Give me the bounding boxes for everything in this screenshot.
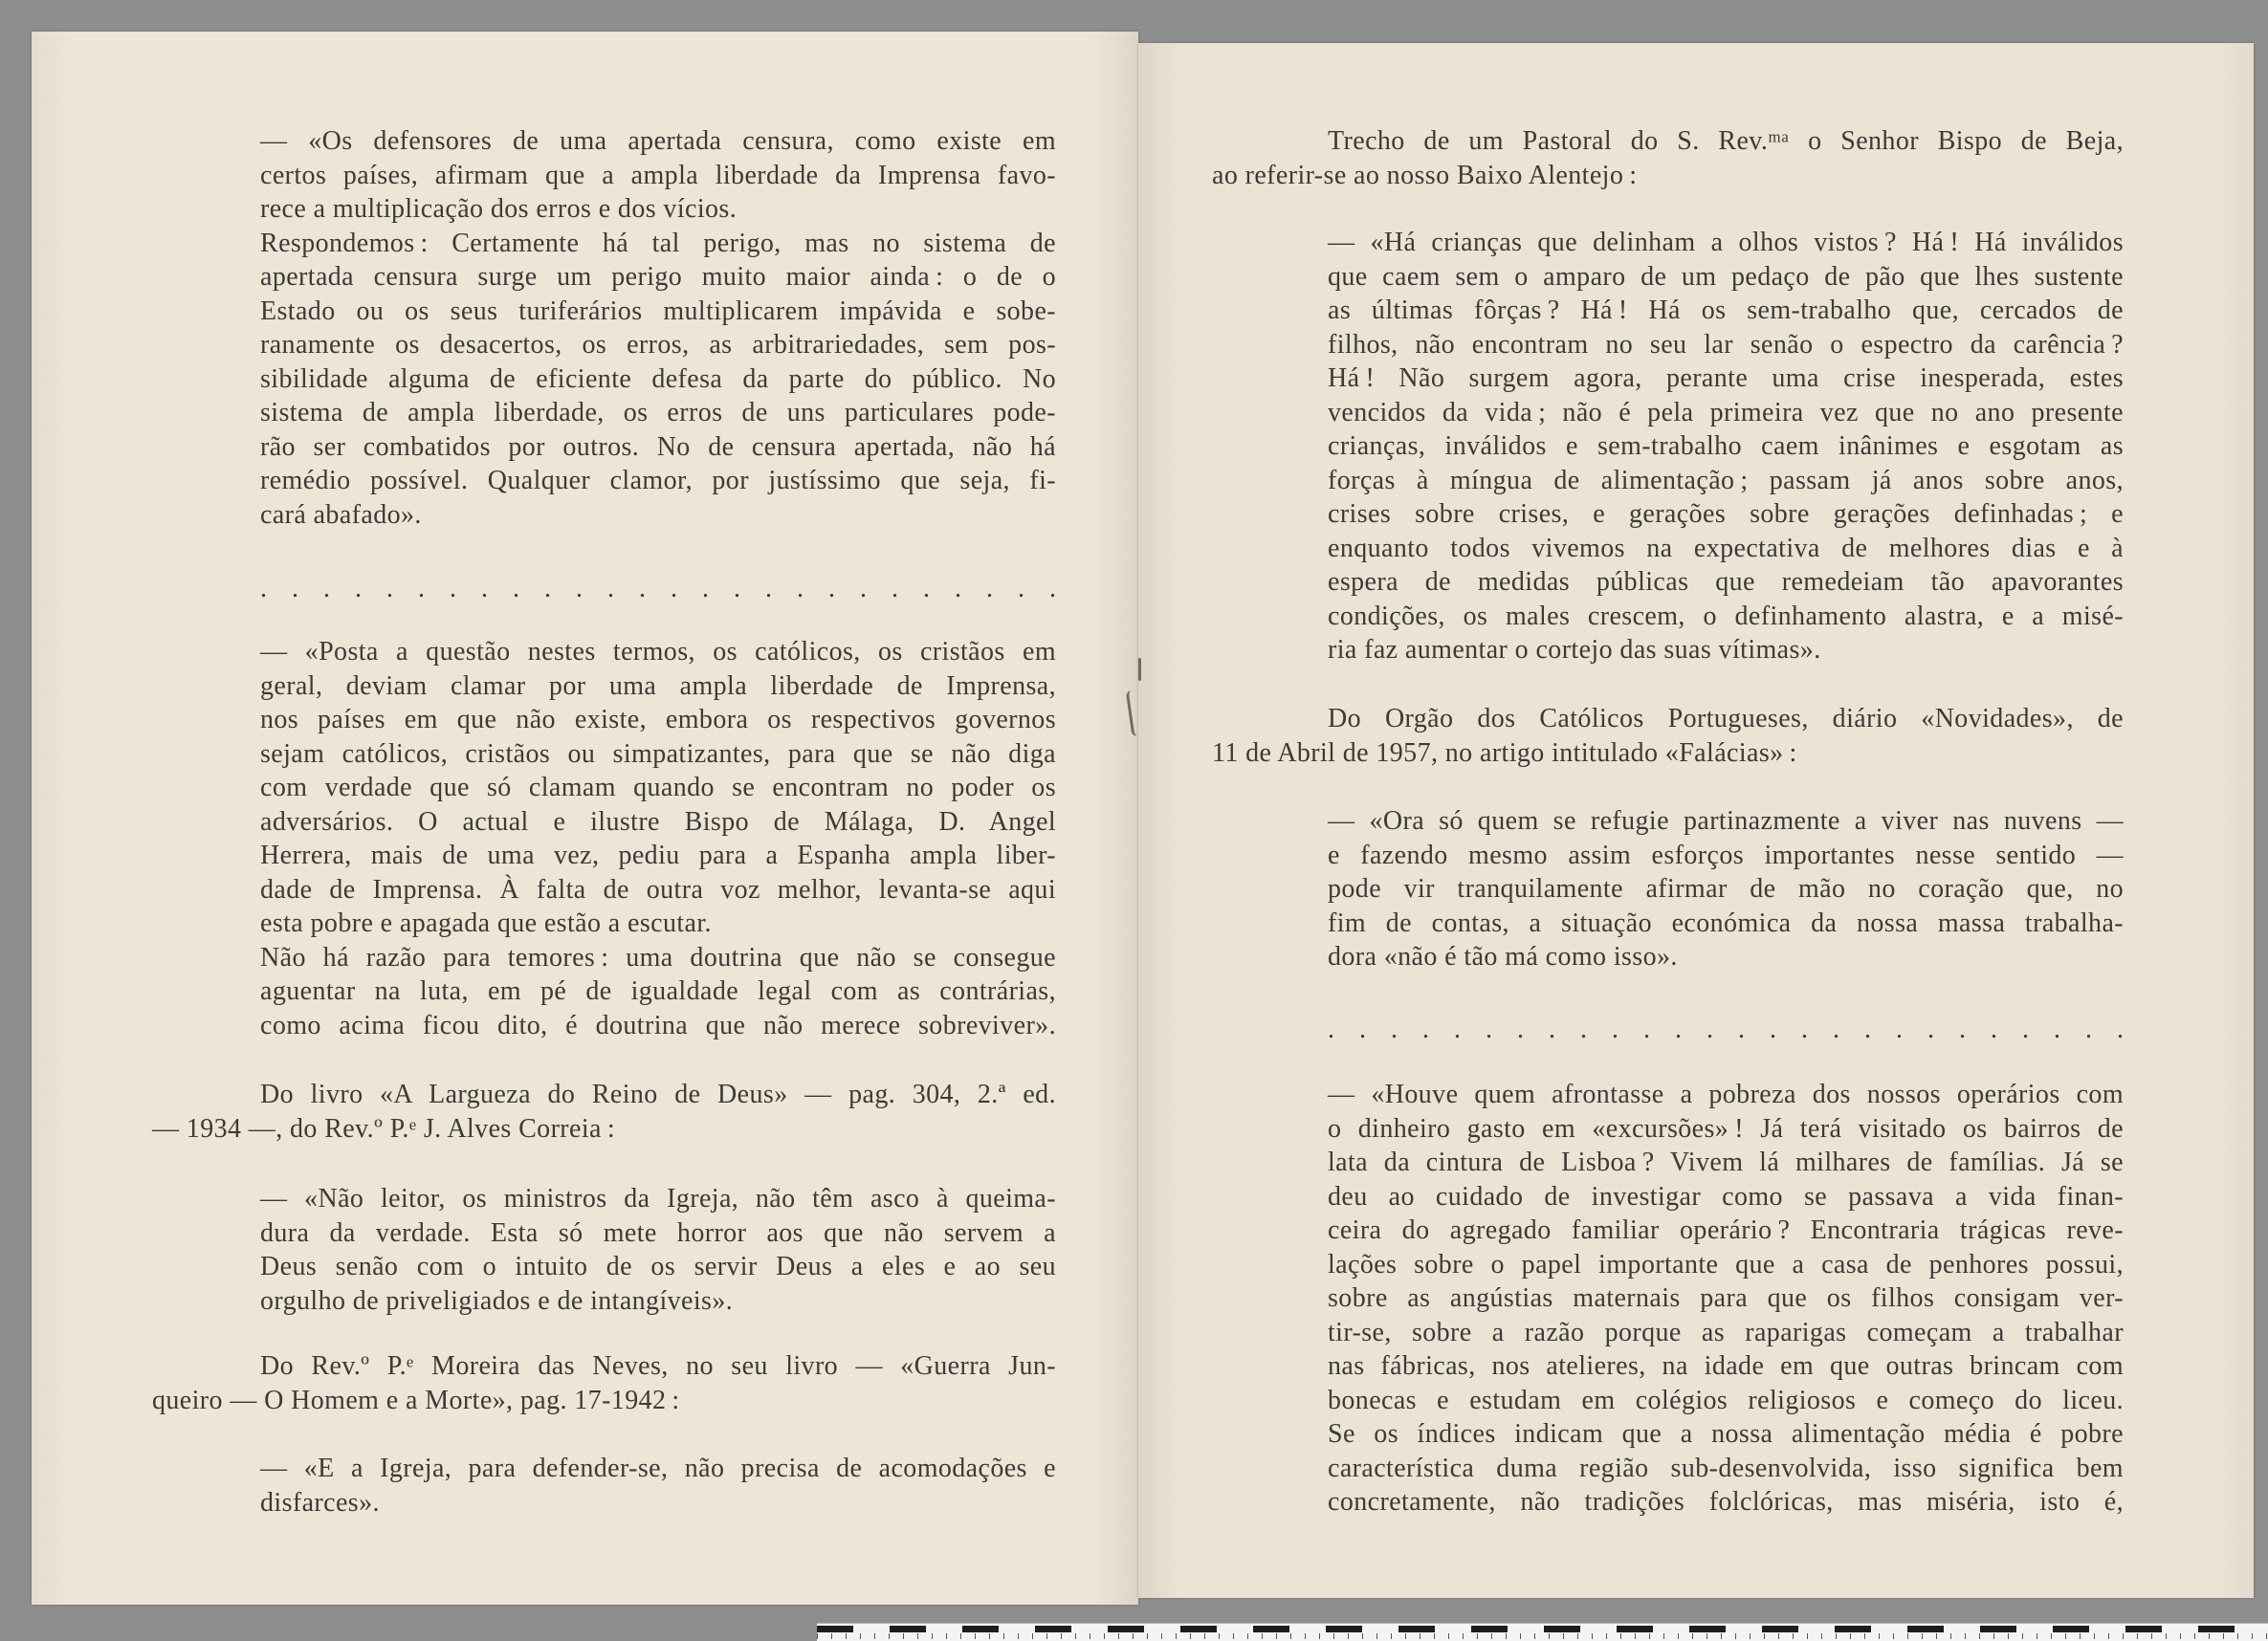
text-line: apertada censura surge um perigo muito maior ainda : o de o: [260, 262, 1056, 292]
text-line: ao referir-se ao nosso Baixo Alentejo :: [1212, 160, 1638, 190]
text-line: deu ao cuidado de investigar como se passava a vida finan-: [1328, 1181, 2124, 1212]
text-line: — «Não leitor, os ministros da Igreja, não têm asco à queima-: [260, 1184, 1056, 1214]
right-page: [1138, 43, 2254, 1598]
text-line: concretamente, não tradições folclóricas, mas miséria, isto é,: [1328, 1487, 2124, 1517]
text-line: queiro — O Homem e a Morte», pag. 17-1942 :: [152, 1385, 680, 1415]
text-line: fim de contas, a situação económica da nossa massa trabalha-: [1328, 908, 2124, 938]
text-line: que caem sem o amparo de um pedaço de pão que lhes sustente: [1328, 261, 2124, 292]
text-line: sistema de ampla liberdade, os erros de uns particulares pode-: [260, 398, 1056, 427]
text-line: lata da cintura de Lisboa ? Vivem lá milhares de famílias. Já se: [1328, 1148, 2124, 1177]
text-line: Herrera, mais de uma vez, pediu para a Espanha ampla liber-: [260, 841, 1056, 870]
text-line: — «Ora só quem se refugie partinazmente a viver nas nuvens —: [1328, 806, 2124, 836]
text-line: certos países, afirmam que a ampla liberdade da Imprensa favo-: [260, 160, 1056, 190]
quote-press-freedom: [260, 635, 1056, 1042]
dotted-line: . . . . . . . . . . . . . . . . . . . . . . . . . .: [260, 574, 1056, 603]
text-line: espera de medidas públicas que remedeiam tão apavorantes: [1328, 567, 2124, 597]
text-line: as últimas fôrças ? Há ! Há os sem-trabalho que, cercados de: [1328, 295, 2124, 325]
dotted-line: . . . . . . . . . . . . . . . . . . . . . . . . . .: [1328, 1015, 2124, 1044]
text-line: 11 de Abril de 1957, no artigo intitulado «Falácias» :: [1212, 737, 1797, 768]
text-line: dora «não é tão má como isso».: [1328, 942, 1678, 972]
text-line: crises sobre crises, e gerações sobre gerações definhadas ; e: [1328, 499, 2124, 529]
text-line: enquanto todos vivemos na expectativa de melhores dias e à: [1328, 533, 2124, 563]
text-line: o dinheiro gasto em «excursões» ! Já terá visitado os bairros de: [1328, 1113, 2124, 1144]
text-line: bonecas e estudam em colégios religiosos e começo do liceu.: [1328, 1385, 2124, 1415]
text-line: Respondemos : Certamente há tal perigo, mas no sistema de: [260, 228, 1056, 258]
text-line: ria faz aumentar o cortejo das suas vítimas».: [1328, 635, 1821, 665]
ellipsis-separator: [1328, 1013, 2124, 1047]
text-line: — «Há crianças que delinham a olhos vistos ? Há ! Há inválidos: [1328, 228, 2124, 257]
scan-scale-ruler: [817, 1623, 2268, 1641]
citation-alves-correia: [152, 1078, 1056, 1146]
citation-novidades: [1212, 702, 2124, 770]
text-line: dade de Imprensa. À falta de outra voz melhor, levanta-se aqui: [260, 874, 1056, 905]
text-line: — «Os defensores de uma apertada censura, como existe em: [260, 126, 1056, 156]
text-line: nas fábricas, nos atelieres, na idade em que outras brincam com: [1328, 1351, 2124, 1381]
text-line: Do Rev.º P.ᵉ Moreira das Neves, no seu livro — «Guerra Jun-: [260, 1351, 1056, 1381]
text-line: Deus senão com o intuito de os servir Deus a eles e ao seu: [260, 1252, 1056, 1281]
text-line: ranamente os desacertos, os erros, as arbitrariedades, sem pos-: [260, 330, 1056, 360]
ruler-ticks: [817, 1633, 2268, 1639]
text-line: nos países em que não existe, embora os respectivos governos: [260, 705, 1056, 734]
text-line: e fazendo mesmo assim esforços importantes nesse sentido —: [1328, 840, 2124, 870]
text-line: Trecho de um Pastoral do S. Rev.ᵐᵃ o Senhor Bispo de Beja,: [1328, 126, 2124, 156]
text-line: forças à míngua de alimentação ; passam já anos sobre anos,: [1328, 465, 2124, 495]
text-line: sibilidade alguma de eficiente defesa da parte do público. No: [260, 363, 1056, 394]
text-line: rece a multiplicação dos erros e dos vícios.: [260, 194, 738, 224]
text-line: condições, os males crescem, o definhamento alastra, e a misé-: [1328, 601, 2124, 631]
left-page: [32, 32, 1138, 1605]
text-line: sejam católicos, cristãos ou simpatizantes, para que se não diga: [260, 738, 1056, 769]
text-line: vencidos da vida ; não é pela primeira vez que no ano presente: [1328, 397, 2124, 427]
text-line: filhos, não encontram no seu lar senão o espectro da carência ?: [1328, 329, 2124, 360]
text-line: adversários. O actual e ilustre Bispo de Málaga, D. Angel: [260, 806, 1056, 837]
quote-children-hunger: [1328, 226, 2124, 667]
text-line: geral, deviam clamar por uma ampla liberdade de Imprensa,: [260, 670, 1056, 701]
ellipsis-separator: [260, 572, 1056, 606]
text-line: ceira do agregado familiar operário ? Encontraria trágicas reve-: [1328, 1215, 2124, 1245]
ruler-checker-pattern: [817, 1626, 2268, 1632]
text-line: Do livro «A Largueza do Reino de Deus» — pag. 304, 2.ª ed.: [260, 1080, 1056, 1109]
text-line: — «E a Igreja, para defender-se, não precisa de acomodações e: [260, 1454, 1056, 1483]
text-line: dura da verdade. Esta só mete horror aos que não servem a: [260, 1217, 1056, 1248]
quote-clouds: [1328, 804, 2124, 974]
text-line: Estado ou os seus turiferários multiplicarem impávida e sobe-: [260, 295, 1056, 326]
quote-church-disguise: [260, 1452, 1056, 1520]
text-line: tir-se, sobre a razão porque as raparigas começam a trabalhar: [1328, 1317, 2124, 1347]
text-line: Há ! Não surgem agora, perante uma crise inesperada, estes: [1328, 363, 2124, 393]
text-line: Do Orgão dos Católicos Portugueses, diário «Novidades», de: [1328, 704, 2124, 733]
text-line: como acima ficou dito, é doutrina que não merece sobreviver».: [260, 1010, 1056, 1040]
text-line: Não há razão para temores : uma doutrina que não se consegue: [260, 942, 1056, 973]
text-line: aguentar na luta, em pé de igualdade legal com as contrárias,: [260, 976, 1056, 1006]
text-line: remédio possível. Qualquer clamor, por justíssimo que seja, fi-: [260, 466, 1056, 495]
text-line: disfarces».: [260, 1487, 380, 1518]
quote-censorship: [260, 124, 1056, 532]
text-line: pode vir tranquilamente afirmar de mão no coração que, no: [1328, 874, 2124, 904]
text-line: esta pobre e apagada que estão a escutar.: [260, 908, 712, 938]
text-line: com verdade que só clamam quando se encontram no poder os: [260, 773, 1056, 802]
text-line: Se os índices indicam que a nossa alimentação média é pobre: [1328, 1419, 2124, 1449]
text-line: sobre as angústias maternais para que os filhos consigam ver-: [1328, 1283, 2124, 1313]
citation-moreira-das-neves: [152, 1349, 1056, 1417]
text-line: — «Posta a questão nestes termos, os católicos, os cristãos em: [260, 637, 1056, 667]
quote-ministers: [260, 1182, 1056, 1318]
text-line: cará abafado».: [260, 499, 422, 530]
citation-bishop-beja: [1212, 124, 2124, 192]
text-line: rão ser combatidos por outros. No de censura apertada, não há: [260, 431, 1056, 462]
text-line: — 1934 —, do Rev.º P.ᵉ J. Alves Correia :: [152, 1113, 616, 1144]
quote-workers-poverty: [1328, 1078, 2124, 1520]
text-line: lações sobre o papel importante que a casa de penhores possui,: [1328, 1249, 2124, 1280]
text-line: crianças, inválidos e sem-trabalho caem inânimes e esgotam as: [1328, 431, 2124, 461]
staple-mark: [1138, 658, 1141, 681]
text-line: — «Houve quem afrontasse a pobreza dos nossos operários com: [1328, 1080, 2124, 1109]
text-line: orgulho de priveligiados e de intangíveis».: [260, 1285, 734, 1316]
text-line: característica duma região sub-desenvolvida, isso significa bem: [1328, 1453, 2124, 1483]
